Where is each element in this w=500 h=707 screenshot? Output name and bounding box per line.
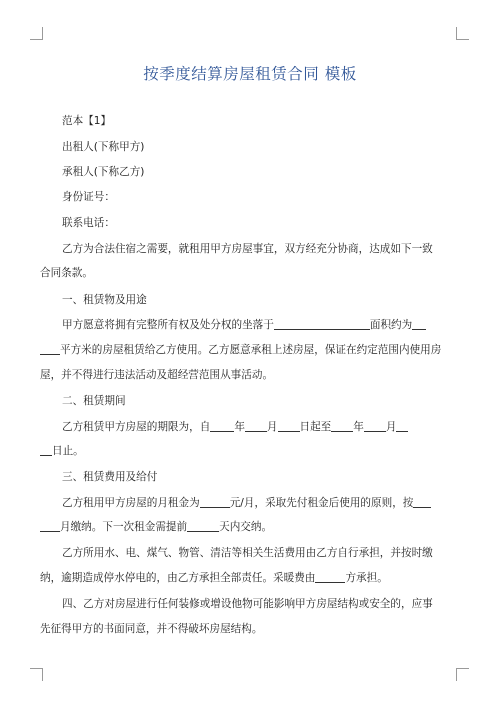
blank-end-month — [364, 421, 386, 432]
sample-number: 范本【1】 — [62, 115, 112, 127]
section-1-text-b: 面积约为 — [369, 319, 413, 331]
section-3-text-g: 方承担。 — [345, 572, 388, 584]
section-2-heading: 二、租赁期间 — [62, 395, 126, 407]
blank-area-start — [412, 319, 426, 330]
section-3-text-d: 天内交纳。 — [219, 521, 273, 533]
section-2-text-a: 乙方租赁甲方房屋的期限为，自 — [62, 421, 211, 433]
section-3-line-2 — [40, 520, 460, 534]
intro-line-1: 乙方为合法住宿之需要，就租用甲方房屋事宜，双方经充分协商，达成如下一致 — [62, 243, 433, 255]
section-2-line-1 — [62, 420, 482, 434]
lessee-line: 承租人(下称乙方) — [62, 166, 145, 178]
corner-mark-top-left — [30, 27, 43, 40]
section-3-heading: 三、租赁费用及给付 — [62, 471, 158, 483]
section-2-end-text: 日止。 — [52, 445, 84, 457]
section-2-month-1: 月 — [266, 421, 278, 433]
section-2-line-2 — [40, 444, 460, 458]
section-1-heading: 一、租赁物及用途 — [62, 294, 147, 306]
blank-end-day — [40, 445, 52, 456]
section-1-text-c: 平方米的房屋租赁给乙方使用。乙方愿意承租上述房屋，保证在约定范围内使用房 — [60, 344, 442, 356]
section-2-year-1: 年 — [234, 421, 245, 433]
blank-start-month — [245, 421, 267, 432]
corner-mark-bottom-right — [456, 668, 469, 681]
contact-line: 联系电话： — [62, 217, 115, 229]
blank-start-year — [210, 421, 234, 432]
intro-line-2: 合同条款。 — [40, 267, 93, 279]
section-3-line-3: 乙方所用水、电、煤气、物管、清洁等相关生活费用由乙方自行承担，并按时缴 — [62, 547, 433, 559]
section-1-line-2 — [40, 343, 460, 357]
section-2-month-2: 月 — [385, 421, 397, 433]
blank-payment-period-start — [413, 497, 431, 508]
blank-end-day-start — [396, 421, 408, 432]
blank-end-year — [331, 421, 353, 432]
section-1-line-3: 屋，并不得进行违法活动及超经营范围从事活动。 — [40, 369, 274, 381]
section-3-line-4 — [40, 571, 460, 585]
section-2-year-2: 年 — [353, 421, 364, 433]
section-3-text-b: 元/月，采取先付租金后使用的原则，按 — [229, 497, 414, 509]
blank-advance-days — [187, 521, 219, 532]
corner-mark-bottom-left — [30, 668, 43, 681]
section-1-text-a: 甲方愿意将拥有完整所有权及处分权的坐落于 — [62, 319, 274, 331]
section-2-day-start: 日起至 — [299, 421, 332, 433]
blank-start-day — [278, 421, 300, 432]
section-3-text-a: 乙方租用甲方房屋的月租金为 — [62, 497, 200, 509]
section-4-line-2: 先征得甲方的书面同意，并不得破坏房屋结构。 — [40, 623, 263, 635]
blank-location — [274, 319, 370, 330]
section-3-text-c: 月缴纳。下一次租金需提前 — [60, 521, 188, 533]
section-3-text-f: 纳，逾期造成停水停电的，由乙方承担全部责任。采暖费由 — [40, 572, 316, 584]
blank-area-end — [40, 344, 60, 355]
blank-payment-period — [40, 521, 60, 532]
lessor-line: 出租人(下称甲方) — [62, 141, 145, 153]
section-1-line-1 — [62, 318, 482, 332]
blank-monthly-rent — [200, 497, 230, 508]
document-title: 按季度结算房屋租赁合同 模板 — [143, 65, 357, 83]
id-number-line: 身份证号： — [62, 191, 115, 203]
blank-heating-fee-party — [315, 572, 345, 583]
section-3-line-1 — [62, 496, 482, 510]
corner-mark-top-right — [456, 27, 469, 40]
section-4-line-1: 四、乙方对房屋进行任何装修或增设他物可能影响甲方房屋结构或安全的，应事 — [62, 598, 433, 610]
